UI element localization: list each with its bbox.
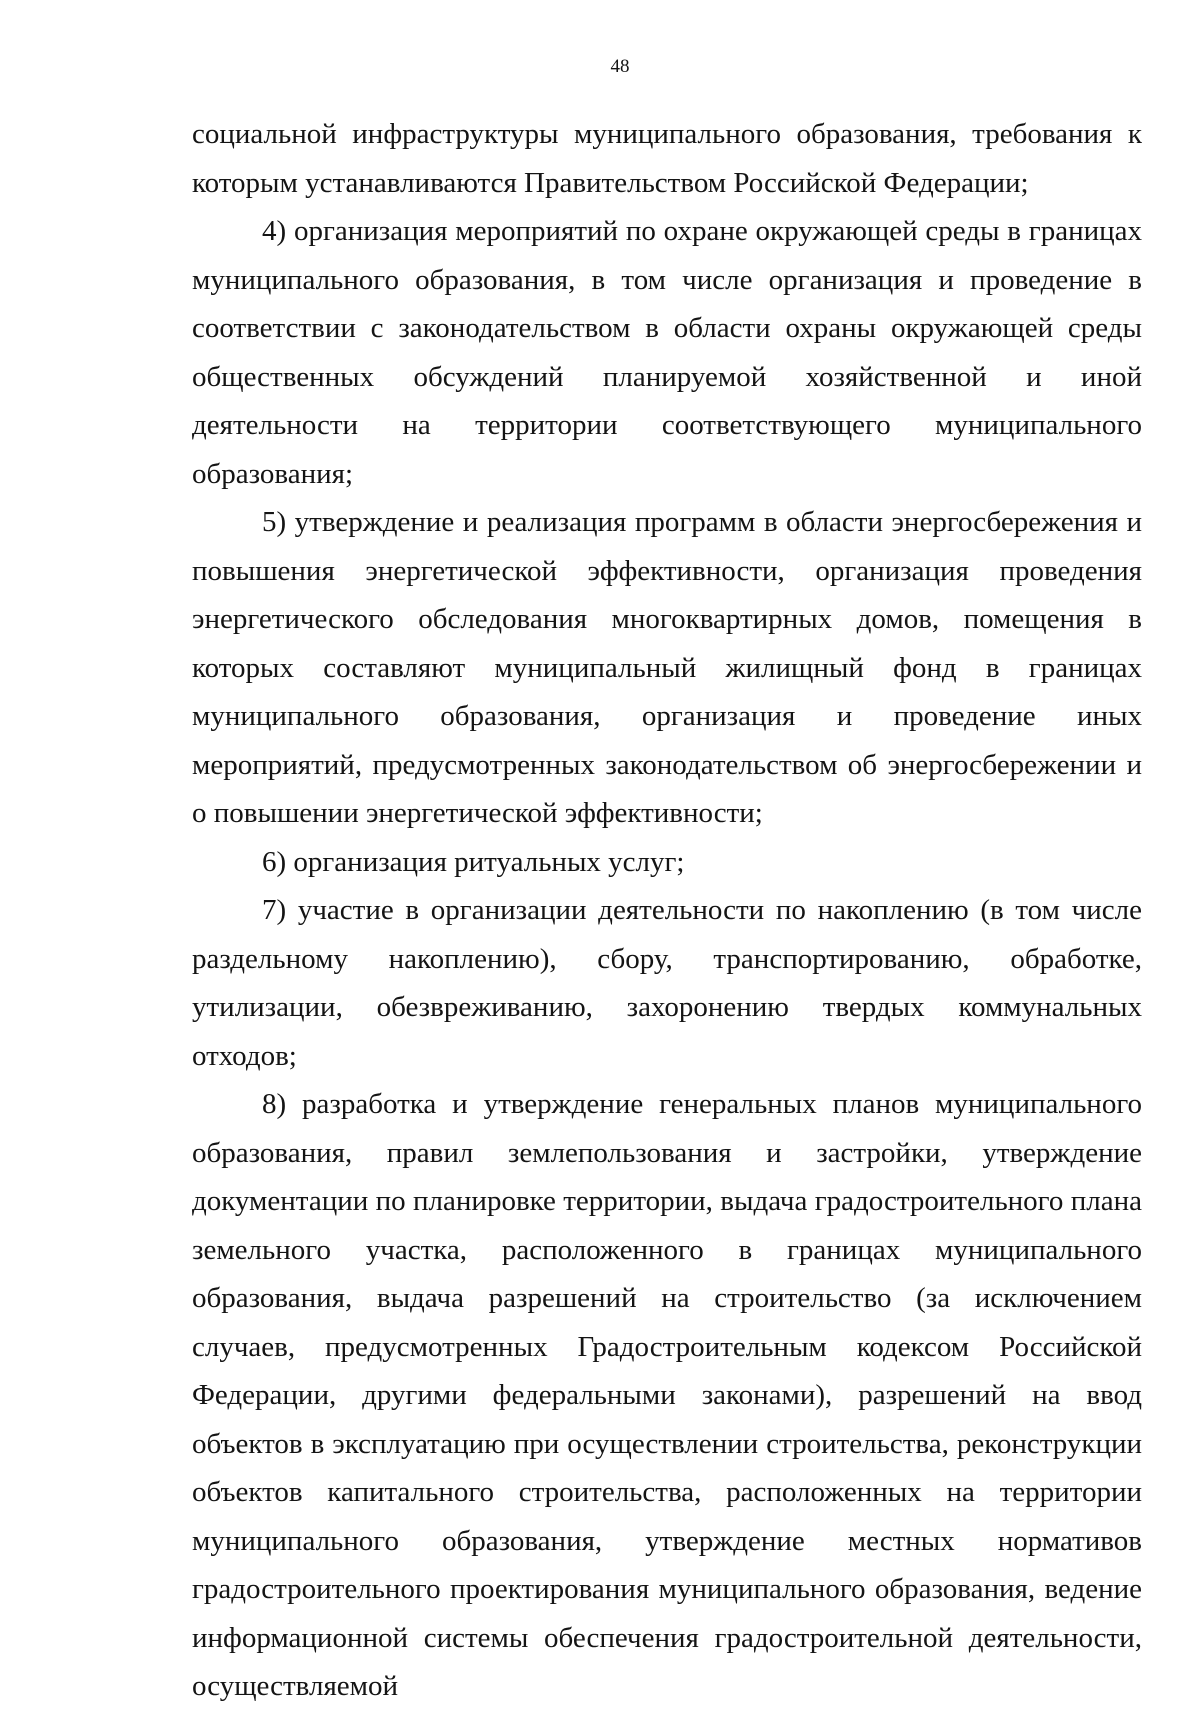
paragraph-item-4: 4) организация мероприятий по охране окружающей среды в границах муниципального образования, в том числе организация и проведение в соответствии с законодательством в области охраны окружающей среды общественных обсуждений планируемой хозяйственной и иной деятельности на территории соответствующего муниципального образования; [192,215,1142,490]
paragraph-item-7: 7) участие в организации деятельности по накоплению (в том числе раздельному накоплению), сбору, транспортированию, обработке, утилизации, обезвреживанию, захоронению твердых коммунальных отходов; [192,894,1142,1072]
page-number: 48 [610,56,630,77]
document-body [192,110,1142,1711]
paragraph-item-8: 8) разработка и утверждение генеральных планов муниципального образования, правил землепользования и застройки, утверждение документации по планировке территории, выдача градостроительного плана земельного участка, расположенного в границах муниципального образования, выдача разрешений на строительство (за исключением случаев, предусмотренных Градостроительным кодексом Российской Федерации, другими федеральными законами), разрешений на ввод объектов в эксплуатацию при осуществлении строительства, реконструкции объектов капитального строительства, расположенных на территории муниципального образования, утверждение местных нормативов градостроительного проектирования муниципального образования, ведение информационной системы обеспечения градостроительной деятельности, осуществляемой [192,1088,1142,1702]
paragraph-continuation: социальной инфраструктуры муниципального образования, требования к которым устанавливаются Правительством Российской Федерации; [192,118,1142,199]
paragraph-item-5: 5) утверждение и реализация программ в области энергосбережения и повышения энергетической эффективности, организация проведения энергетического обследования многоквартирных домов, помещения в которых составляют муниципальный жилищный фонд в границах муниципального образования, организация и проведение иных мероприятий, предусмотренных законодательством об энергосбережении и о повышении энергетической эффективности; [192,506,1142,829]
paragraph-item-6: 6) организация ритуальных услуг; [262,845,685,878]
